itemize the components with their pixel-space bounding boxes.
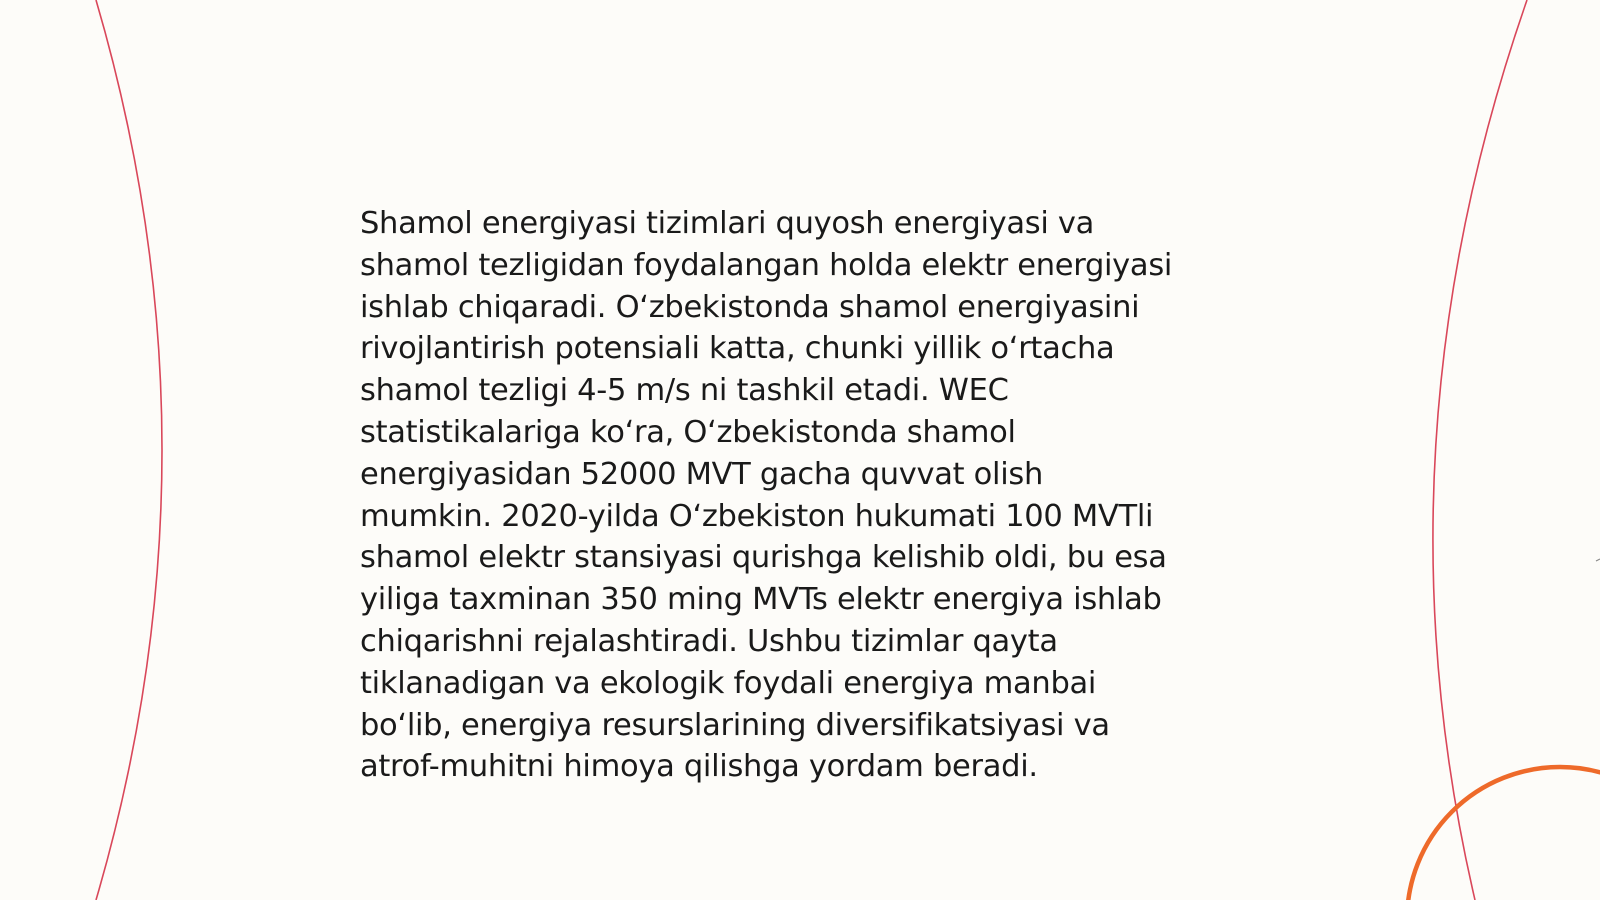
edge-marker: [1596, 559, 1600, 561]
text-line: tiklanadigan va ekologik foydali energiya manbai: [360, 665, 1097, 701]
text-line: chiqarishni rejalashtiradi. Ushbu tizimlar qayta: [360, 623, 1058, 659]
text-line: mumkin. 2020-yilda O‘zbekiston hukumati 100 MVTli: [360, 498, 1154, 534]
left-arc-curve: [96, 0, 162, 900]
text-line: shamol tezligi 4-5 m/s ni tashkil etadi. WEC: [360, 373, 1009, 409]
text-line: ishlab chiqaradi. O‘zbekistonda shamol energiyasini: [360, 289, 1140, 325]
body-paragraph: [360, 203, 1260, 788]
text-line: shamol tezligidan foydalangan holda elektr energiyasi: [360, 247, 1173, 283]
text-line: statistikalariga ko‘ra, O‘zbekistonda shamol: [360, 414, 1016, 450]
text-line: rivojlantirish potensiali katta, chunki yillik o‘rtacha: [360, 331, 1115, 367]
text-line: shamol elektr stansiyasi qurishga kelishib oldi, bu esa: [360, 540, 1167, 576]
text-line: yiliga taxminan 350 ming MVTs elektr energiya ishlab: [360, 582, 1162, 618]
right-arc-curve: [1433, 0, 1527, 900]
text-line: bo‘lib, energiya resurslarining diversifikatsiyasi va: [360, 707, 1110, 743]
text-line: energiyasidan 52000 MVT gacha quvvat olish: [360, 456, 1044, 492]
text-line: Shamol energiyasi tizimlari quyosh energiyasi va: [360, 206, 1095, 241]
text-line: atrof-muhitni himoya qilishga yordam beradi.: [360, 749, 1038, 785]
orange-accent-circle: [1407, 767, 1600, 900]
